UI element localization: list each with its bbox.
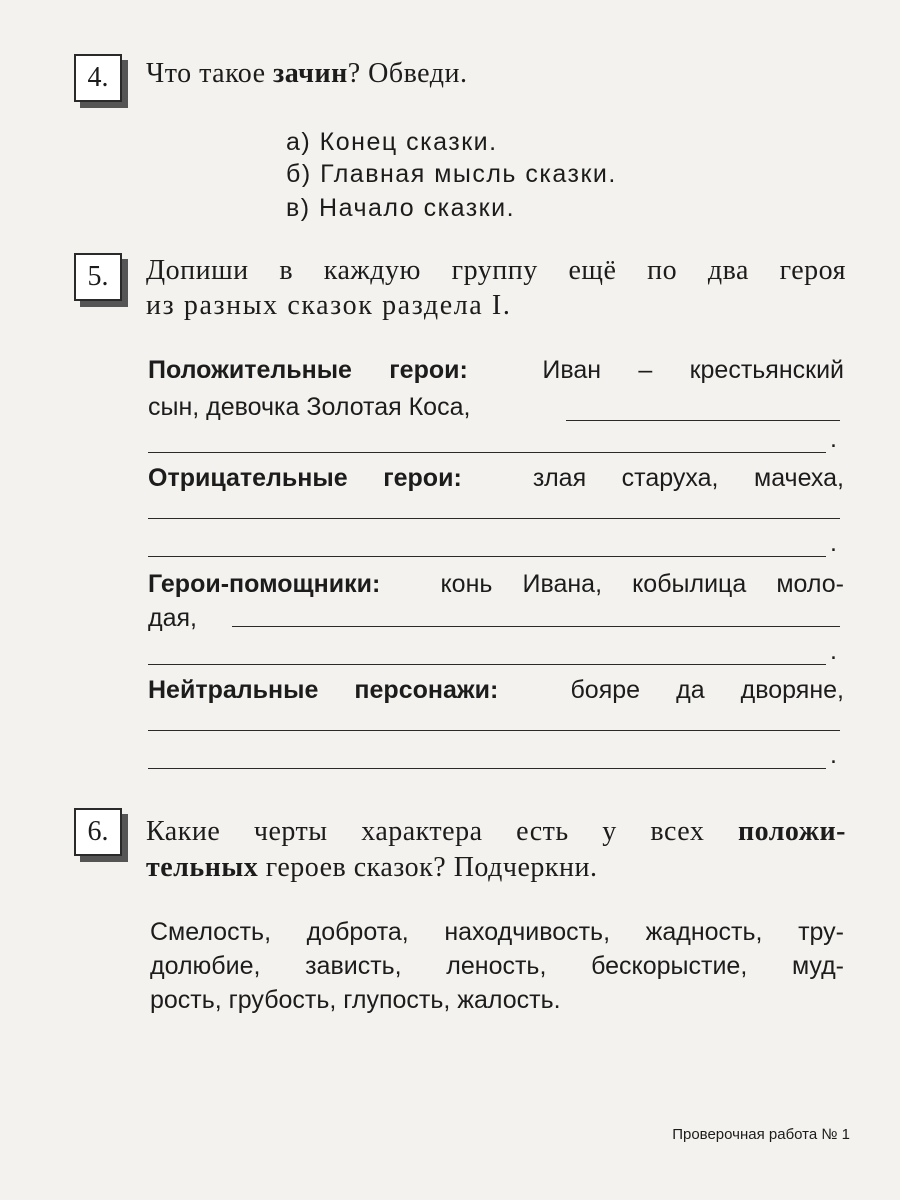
helper-period: .	[830, 637, 837, 665]
negative-heroes-line1	[148, 464, 844, 493]
helper-heroes-label: Герои-помощники:	[148, 570, 381, 598]
task-6-question-bold-2: тельных	[146, 852, 259, 883]
task-6-question-bold-1: положи-	[737, 816, 846, 847]
task-4-question	[146, 58, 467, 90]
task-5-question-line2: из разных сказок раздела I.	[146, 290, 512, 321]
task-6-number-box	[74, 808, 122, 856]
positive-period: .	[830, 425, 837, 453]
positive-answer-line-1[interactable]	[566, 420, 840, 421]
negative-period: .	[830, 529, 837, 557]
neutral-heroes-line1	[148, 676, 844, 705]
positive-heroes-line1	[148, 356, 844, 385]
positive-heroes-label: Положительные герои:	[148, 356, 468, 384]
option-c[interactable]: в) Начало сказки.	[286, 194, 516, 222]
option-a[interactable]: а) Конец сказки.	[286, 128, 498, 156]
neutral-heroes-label: Нейтральные персонажи:	[148, 676, 499, 704]
helper-heroes-line2: дая,	[148, 604, 197, 632]
task-4-question-end: ? Обведи.	[347, 58, 468, 89]
task-6-question-line2	[146, 852, 597, 884]
task-4-question-start: Что такое	[146, 58, 274, 89]
task-4-number-box	[74, 54, 122, 102]
helper-answer-line-2[interactable]	[148, 664, 826, 665]
option-b[interactable]: б) Главная мысль сказки.	[286, 160, 617, 188]
positive-answer-line-2[interactable]	[148, 452, 826, 453]
neutral-answer-line-2[interactable]	[148, 768, 826, 769]
task-5-number: 5.	[87, 261, 109, 292]
positive-heroes-examples: Иван – крестьянский	[542, 356, 845, 384]
page-footer: Проверочная работа № 1	[672, 1126, 850, 1143]
neutral-period: .	[830, 741, 837, 769]
task-4-number: 4.	[87, 62, 109, 93]
task-6-question-end: героев сказок? Подчеркни.	[258, 852, 598, 883]
task-5-number-box	[74, 253, 122, 301]
negative-answer-line-2[interactable]	[148, 556, 826, 557]
task-6-question-line1	[146, 816, 846, 848]
task-6-question-start: Какие черты характера есть у всех	[146, 816, 738, 847]
neutral-answer-line-1[interactable]	[148, 730, 840, 731]
neutral-heroes-examples: бояре да дворяне,	[570, 676, 844, 704]
task-4-question-bold: зачин	[273, 58, 348, 89]
negative-answer-line-1[interactable]	[148, 518, 840, 519]
helper-heroes-line1	[148, 570, 844, 599]
positive-heroes-line2: сын, девочка Золотая Коса,	[148, 393, 471, 421]
task-6-number: 6.	[87, 816, 109, 847]
helper-heroes-examples: конь Ивана, кобылица моло-	[440, 570, 844, 598]
traits-line3[interactable]: рость, грубость, глупость, жалость.	[150, 986, 561, 1014]
negative-heroes-label: Отрицательные герои:	[148, 464, 462, 492]
traits-line2[interactable]: долюбие, зависть, леность, бескорыстие, муд-	[150, 952, 844, 980]
negative-heroes-examples: злая старуха, мачеха,	[532, 464, 844, 492]
helper-answer-line-1[interactable]	[232, 626, 840, 627]
task-5-question-line1: Допиши в каждую группу ещё по два героя	[146, 255, 846, 286]
traits-line1[interactable]: Смелость, доброта, находчивость, жадность, тру-	[150, 918, 844, 946]
